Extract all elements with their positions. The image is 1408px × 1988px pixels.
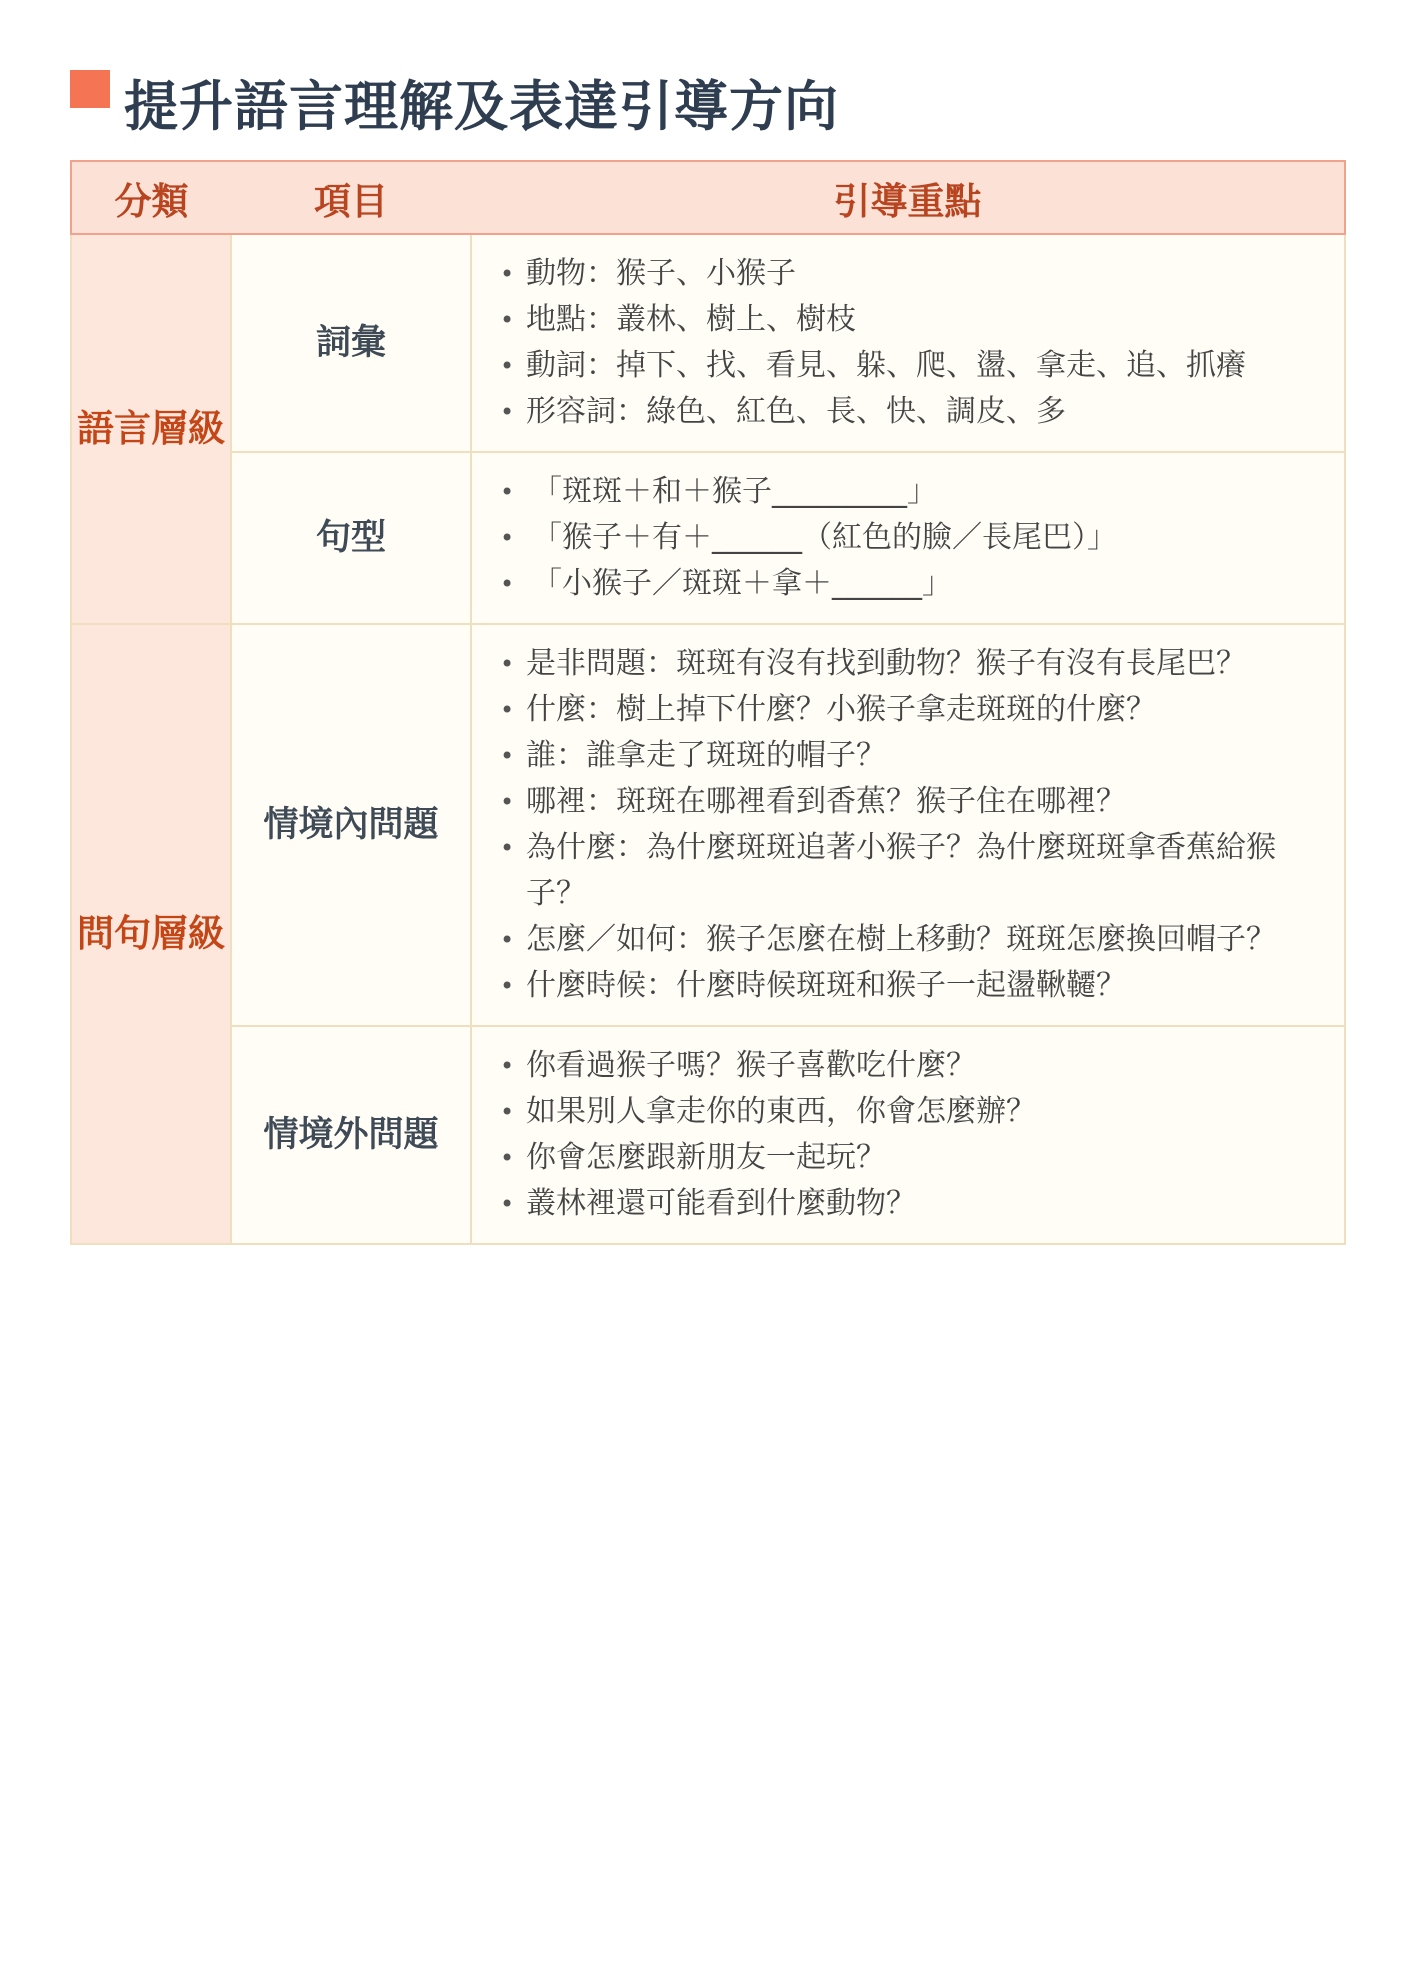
list-item: • 怎麼／如何：猴子怎麼在樹上移動？斑斑怎麼換回帽子？ [498,917,1316,963]
item-out-of-context-questions: 情境外問題 [231,1026,471,1244]
list-item: • 什麼：樹上掉下什麼？小猴子拿走斑斑的什麼？ [498,687,1316,733]
table-row [71,234,1345,452]
table-header-row [71,161,1345,234]
list-item: • 為什麼：為什麼斑斑追著小猴子？為什麼斑斑拿香蕉給猴子？ [498,825,1316,917]
points-out-of-context-questions [471,1026,1345,1244]
header-category: 分類 [71,161,231,234]
list-item: • 誰：誰拿走了斑斑的帽子？ [498,733,1316,779]
list-item: • 「斑斑＋和＋猴子_________」 [498,469,1316,515]
list-item: • 你會怎麼跟新朋友一起玩？ [498,1135,1316,1181]
list-item: • 動物：猴子、小猴子 [498,251,1316,297]
item-in-context-questions: 情境內問題 [231,624,471,1026]
list-item: • 叢林裡還可能看到什麼動物？ [498,1181,1316,1227]
list-item: • 「小猴子／斑斑＋拿＋______」 [498,561,1316,607]
item-vocabulary: 詞彙 [231,234,471,452]
list-item: • 動詞：掉下、找、看見、躲、爬、盪、拿走、追、抓癢 [498,343,1316,389]
list-item: • 「猴子＋有＋______（紅色的臉／長尾巴）」 [498,515,1316,561]
list-item: • 什麼時候：什麼時候斑斑和猴子一起盪鞦韆？ [498,963,1316,1009]
points-vocabulary [471,234,1345,452]
list-item: • 哪裡：斑斑在哪裡看到香蕉？猴子住在哪裡？ [498,779,1316,825]
list-item: • 如果別人拿走你的東西，你會怎麼辦？ [498,1089,1316,1135]
category-language-level: 語言層級 [71,234,231,624]
category-question-level: 問句層級 [71,624,231,1244]
list-item: • 是非問題：斑斑有沒有找到動物？猴子有沒有長尾巴？ [498,641,1316,687]
table-row [71,1026,1345,1244]
table-row [71,452,1345,624]
points-in-context-questions [471,624,1345,1026]
points-sentence-pattern [471,452,1345,624]
guide-table [70,160,1346,1245]
title-accent-square [70,70,110,108]
list-item: • 形容詞：綠色、紅色、長、快、調皮、多 [498,389,1316,435]
list-item: • 你看過猴子嗎？猴子喜歡吃什麼？ [498,1043,1316,1089]
item-sentence-pattern: 句型 [231,452,471,624]
header-points: 引導重點 [471,161,1345,234]
header-item: 項目 [231,161,471,234]
table-row [71,624,1345,1026]
page-title: 提升語言理解及表達引導方向 [124,75,839,138]
list-item: • 地點：叢林、樹上、樹枝 [498,297,1316,343]
